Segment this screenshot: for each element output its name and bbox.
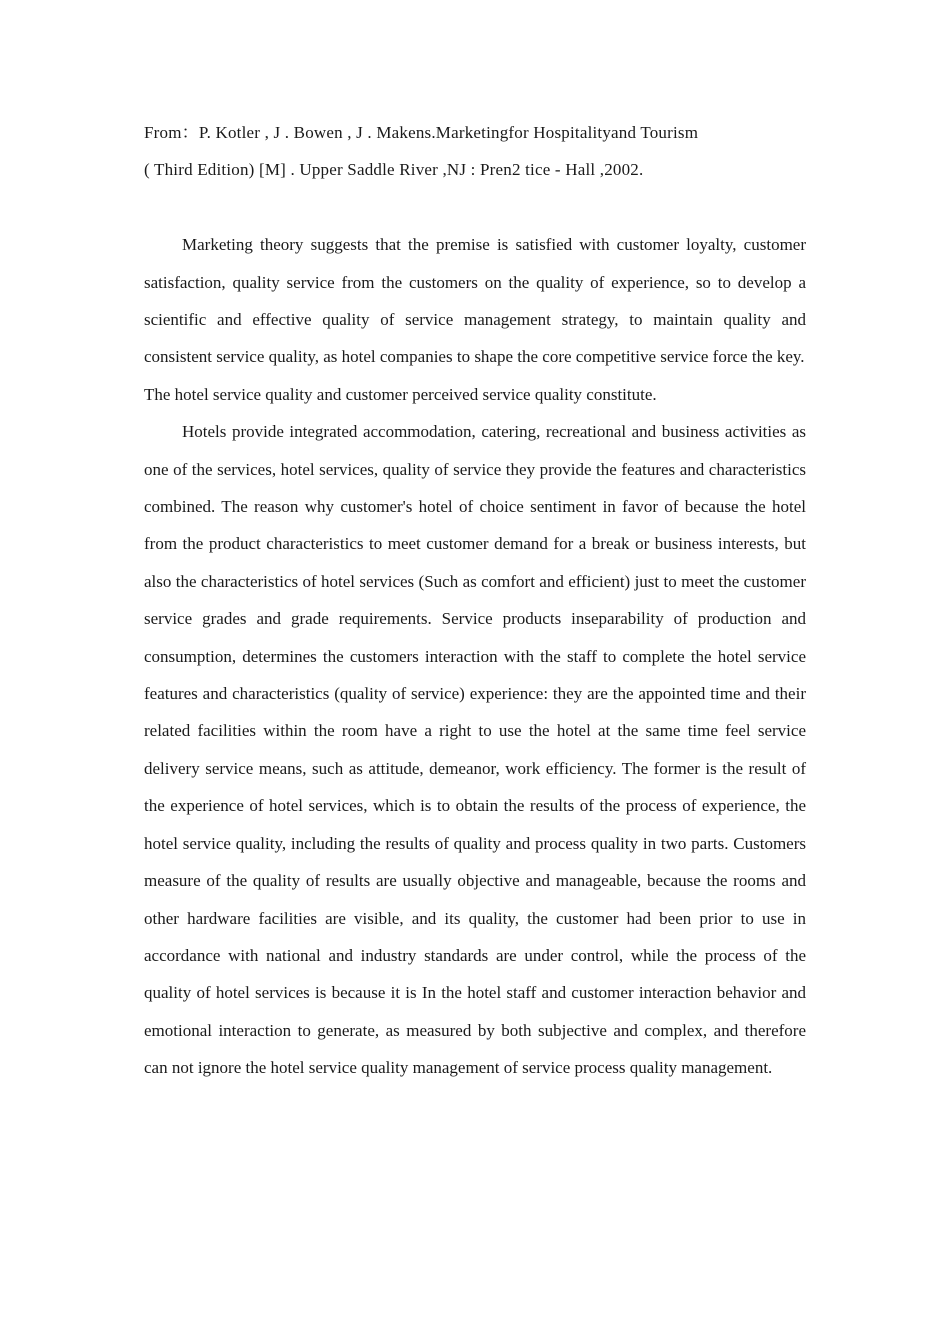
paragraph-marketing-theory: Marketing theory suggests that the premise is satisfied with customer loyalty, customer satisfaction, quality service from the customers on the quality of experience, so to develop a scientific and effective quality of service management strategy, to maintain quality and consistent service quality, as hotel companies to shape the core competitive service force the key. xyxy=(144,235,806,367)
paragraph-hotel-quality-heading: The hotel service quality and customer perceived service quality constitute. xyxy=(144,384,657,404)
citation-line-1: From：P. Kotler , J . Bowen , J . Makens.Marketingfor Hospitalityand Tourism xyxy=(144,123,699,142)
paragraph-hotel-services: Hotels provide integrated accommodation, catering, recreational and business activities as one of the services, hotel services, quality of service they provide the features and characteristics combined. The reason why customer's hotel of choice sentiment in favor of because the hotel from the product characteristics to meet customer demand for a break or business interests, but also the characteristics of hotel services (Such as comfort and efficient) just to meet the customer service grades and grade requirements. Service products inseparability of production and consumption, determines the customers interaction with the staff to complete the hotel service features and characteristics (quality of service) experience: they are the appointed time and their related facilities within the room have a right to use the hotel at the same time feel service delivery service means, such as attitude, demeanor, work efficiency. The former is the result of the experience of hotel services, which is to obtain the results of the process of experience, the hotel service quality, including the results of quality and process quality in two parts. Customers measure of the quality of results are usually objective and manageable, because the rooms and other hardware facilities are visible, and its quality, the customer had been prior to use in accordance with national and industry standards are under control, while the process of the quality of hotel services is because it is In the hotel staff and customer interaction behavior and emotional interaction to generate, as measured by both subjective and complex, and therefore can not ignore the hotel service quality management of service process quality management. xyxy=(144,422,806,1078)
document-page xyxy=(144,114,806,1087)
citation xyxy=(144,114,806,189)
citation-line-2: ( Third Edition) [M] . Upper Saddle River ,NJ : Pren2 tice - Hall ,2002. xyxy=(144,160,644,180)
